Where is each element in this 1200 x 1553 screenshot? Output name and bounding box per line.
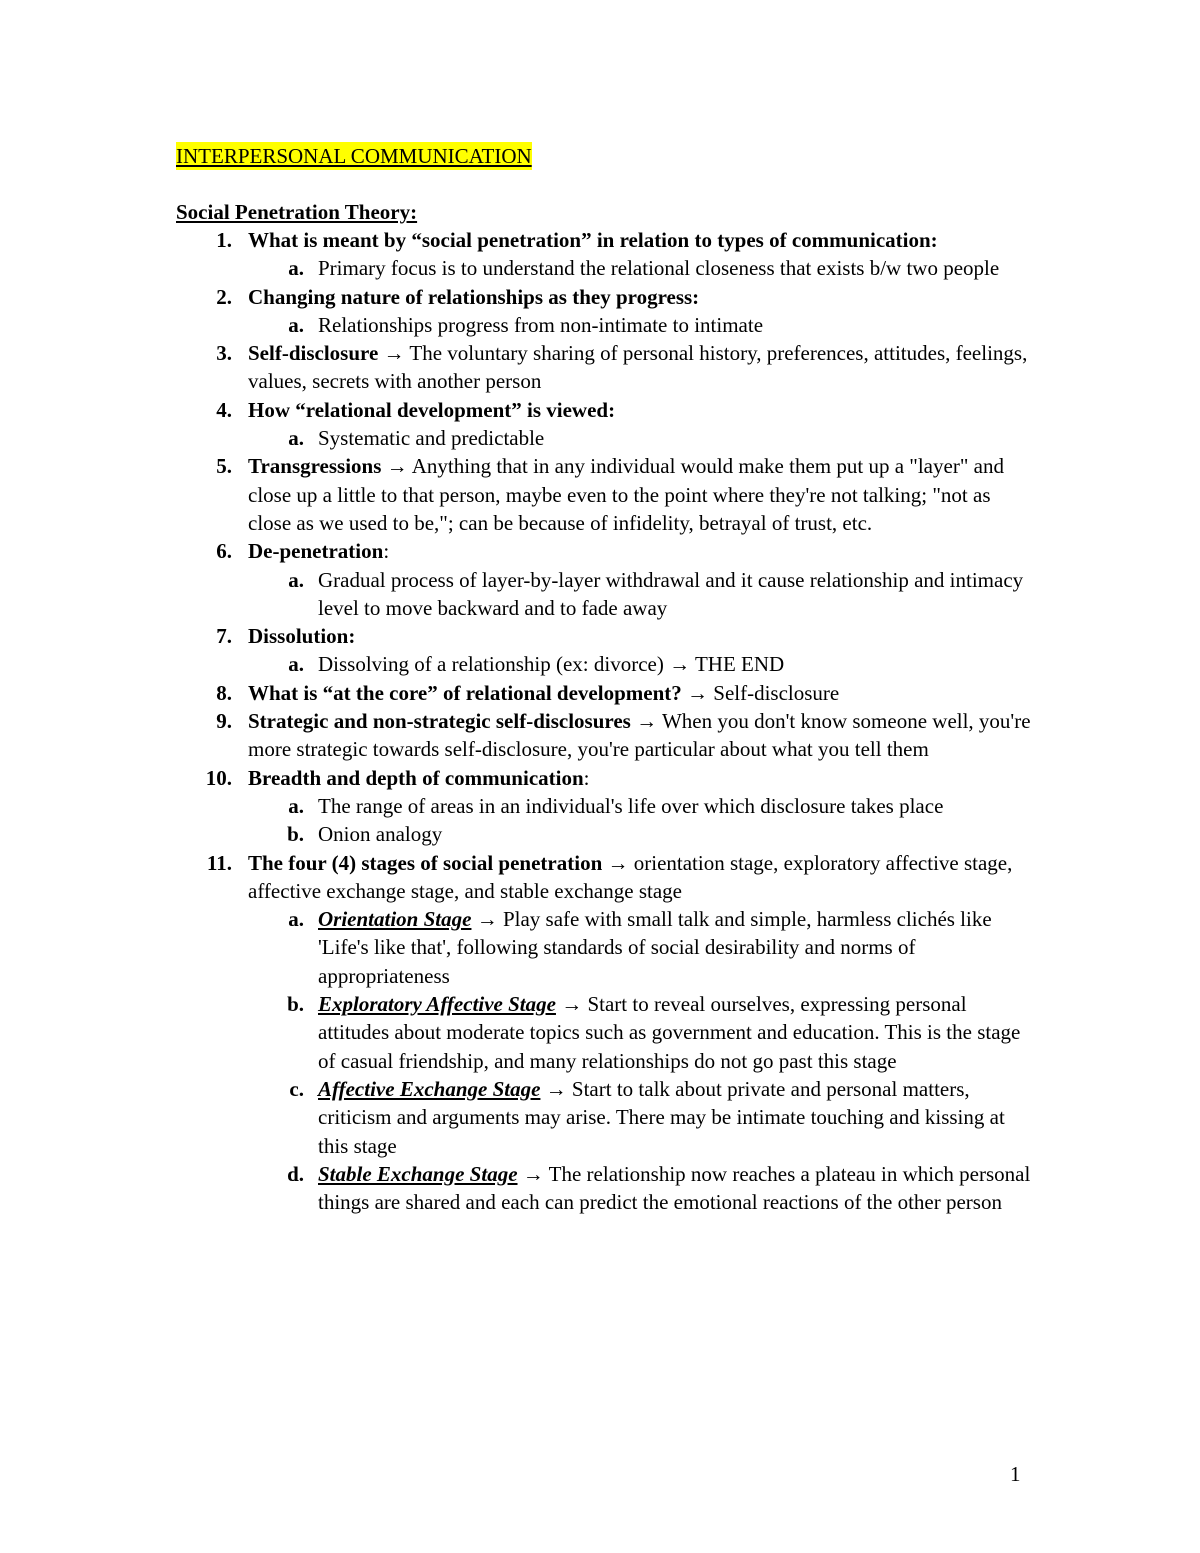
arrow-icon: →: [561, 992, 583, 1017]
stage-name: Orientation Stage: [318, 907, 472, 932]
arrow-icon: →: [386, 454, 408, 479]
list-item: [176, 849, 1036, 906]
item-text: :: [383, 539, 390, 564]
sub-list-item: [176, 905, 1036, 990]
sub-item-letter: a.: [288, 907, 304, 932]
arrow-icon: →: [383, 341, 405, 366]
item-number: 6.: [216, 539, 232, 564]
sub-item-text: Systematic and predictable: [318, 426, 545, 451]
item-number: 11.: [206, 850, 232, 875]
sub-item-text: Gradual process of layer-by-layer withdrawal and it cause relationship and intimacy level to move backward and to fade away: [318, 567, 1024, 620]
item-term: Breadth and depth of communication: [248, 765, 584, 790]
sub-list-item: [176, 254, 1036, 282]
item-term: Self-disclosure: [248, 341, 379, 366]
item-term: Dissolution:: [248, 624, 356, 649]
sub-item-letter: a.: [288, 256, 304, 281]
sub-item-letter: a.: [288, 312, 304, 337]
sub-list-item: [176, 792, 1036, 820]
list-item: [176, 396, 1036, 424]
item-term: What is “at the core” of relational development?: [248, 680, 682, 705]
item-number: 9.: [216, 709, 232, 734]
arrow-icon: →: [522, 1161, 544, 1186]
item-text: :: [583, 765, 590, 790]
sub-item-letter: c.: [289, 1076, 304, 1101]
stage-name: Exploratory Affective Stage: [318, 992, 556, 1017]
sub-list-item: [176, 990, 1036, 1075]
sub-item-text: Play safe with small talk and simple, harmless clichés like 'Life's like that', following standards of social desirability and norms of appropriateness: [318, 907, 992, 988]
item-number: 1.: [216, 228, 232, 252]
sub-list-item: [176, 311, 1036, 339]
sub-item-letter: d.: [287, 1161, 304, 1186]
list-item: [176, 537, 1036, 565]
item-term: Transgressions: [248, 454, 382, 479]
item-text: Self-disclosure: [713, 680, 840, 705]
section-heading: Social Penetration Theory:: [176, 200, 418, 224]
sub-list-item: [176, 1075, 1036, 1160]
sub-item-letter: a.: [288, 652, 304, 677]
item-number: 4.: [216, 397, 232, 422]
stage-name: Affective Exchange Stage: [318, 1076, 541, 1101]
sub-item-text: Onion analogy: [318, 822, 443, 847]
item-text: When you don't know someone well, you're more strategic towards self-disclosure, you're particular about what you tell them: [248, 709, 1031, 762]
page-number: 1: [1010, 1462, 1021, 1486]
list-item: [176, 452, 1036, 537]
sub-item-letter: b.: [287, 992, 304, 1017]
arrow-icon: →: [636, 709, 658, 734]
sub-list-item: [176, 424, 1036, 452]
sub-item-letter: a.: [288, 567, 304, 592]
item-text: The voluntary sharing of personal history, preferences, attitudes, feelings, values, secrets with another person: [248, 341, 1028, 394]
list-item: [176, 339, 1036, 396]
sub-item-text: Start to reveal ourselves, expressing personal attitudes about moderate topics such as government and education. This is the stage of casual friendship, and many relationships do not go past this stage: [318, 992, 1021, 1073]
numbered-list: [176, 226, 1036, 1216]
arrow-icon: →: [476, 907, 498, 932]
list-item: [176, 679, 1036, 707]
sub-list-item: [176, 1160, 1036, 1217]
sub-item-text: Dissolving of a relationship (ex: divorce) → THE END: [318, 652, 785, 677]
arrow-icon: →: [607, 850, 629, 875]
list-item: [176, 707, 1036, 764]
sub-item-letter: a.: [288, 426, 304, 451]
item-term: What is meant by “social penetration” in relation to types of communication:: [248, 228, 938, 252]
sub-list-item: [176, 650, 1036, 678]
item-number: 7.: [216, 624, 232, 649]
arrow-icon: →: [545, 1076, 567, 1101]
item-number: 5.: [216, 454, 232, 479]
sub-list-item: [176, 566, 1036, 623]
stage-name: Stable Exchange Stage: [318, 1161, 518, 1186]
sub-item-text: Start to talk about private and personal matters, criticism and arguments may arise. There may be intimate touching and kissing at this stage: [318, 1076, 1005, 1158]
item-term: Changing nature of relationships as they progress:: [248, 284, 700, 309]
sub-item-text: The range of areas in an individual's life over which disclosure takes place: [318, 793, 944, 818]
list-item: [176, 622, 1036, 650]
item-term: Strategic and non-strategic self-disclosures: [248, 709, 631, 734]
list-item: [176, 764, 1036, 792]
page-title: INTERPERSONAL COMMUNICATION: [176, 144, 532, 168]
item-term: The four (4) stages of social penetration: [248, 850, 603, 875]
list-item: [176, 283, 1036, 311]
item-text: orientation stage, exploratory affective stage, affective exchange stage, and stable exchange stage: [248, 850, 1013, 903]
sub-item-text: Relationships progress from non-intimate to intimate: [318, 312, 764, 337]
sub-item-text: Primary focus is to understand the relational closeness that exists b/w two people: [318, 256, 1000, 281]
item-term: How “relational development” is viewed:: [248, 397, 616, 422]
sub-item-letter: a.: [288, 793, 304, 818]
sub-item-letter: b.: [287, 822, 304, 847]
sub-list-item: [176, 820, 1036, 848]
list-item: [176, 226, 1036, 254]
item-number: 10.: [205, 765, 232, 790]
sub-item-text: The relationship now reaches a plateau in which personal things are shared and each can predict the emotional reactions of the other person: [318, 1161, 1031, 1215]
item-term: De-penetration: [248, 539, 384, 564]
item-number: 8.: [216, 680, 232, 705]
item-text: Anything that in any individual would make them put up a "layer" and close up a little to that person, maybe even to the point where they're not talking; "not as close as we used to be,"; can be because of infidelity, betrayal of trust, etc.: [248, 454, 1004, 535]
arrow-icon: →: [687, 680, 709, 705]
item-number: 3.: [216, 341, 232, 366]
item-number: 2.: [216, 284, 232, 309]
